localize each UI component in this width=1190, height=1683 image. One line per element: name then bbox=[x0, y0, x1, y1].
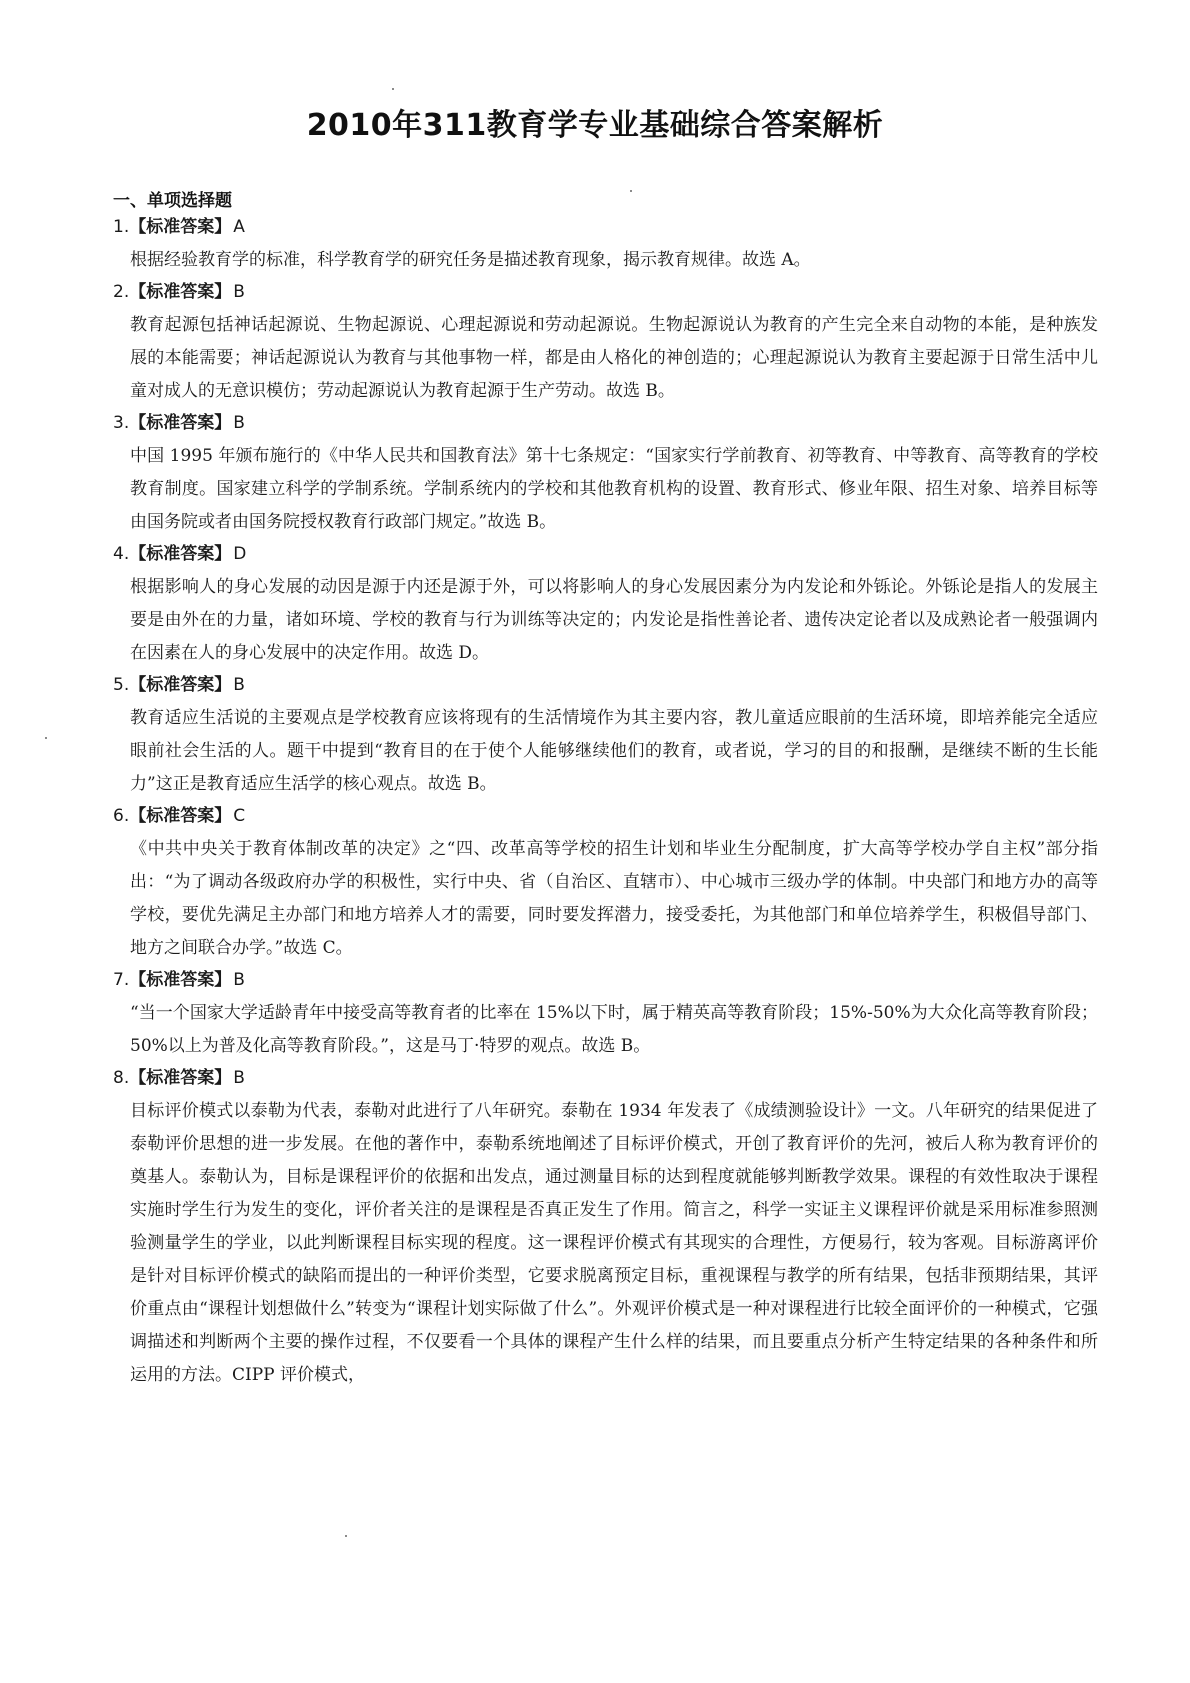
answer-item bbox=[113, 216, 1098, 277]
answer-choice: B bbox=[233, 413, 245, 433]
answer-item bbox=[113, 805, 1098, 965]
answer-label: 【标准答案】 bbox=[129, 544, 232, 564]
answer-header bbox=[113, 543, 1098, 565]
item-number: 5. bbox=[113, 675, 130, 695]
answer-choice: D bbox=[233, 544, 247, 564]
item-number: 4. bbox=[113, 544, 130, 564]
answer-label: 【标准答案】 bbox=[129, 217, 232, 237]
answer-item bbox=[113, 674, 1098, 801]
scan-speck bbox=[45, 737, 47, 739]
item-number: 1. bbox=[113, 217, 130, 237]
answer-explanation: “当一个国家大学适龄青年中接受高等教育者的比率在 15%以下时，属于精英高等教育阶段；15%-50%为大众化高等教育阶段；50%以上为普及化高等教育阶段。”，这是马丁·特罗的观点。故选 B。 bbox=[130, 1003, 1098, 1056]
answer-explanation: 《中共中央关于教育体制改革的决定》之“四、改革高等学校的招生计划和毕业生分配制度，扩大高等学校办学自主权”部分指出：“为了调动各级政府办学的积极性，实行中央、省（自治区、直辖市）、中心城市三级办学的体制。中央部门和地方办的高等学校，要优先满足主办部门和地方培养人才的需要，同时要发挥潜力，接受委托，为其他部门和单位培养学生，积极倡导部门、地方之间联合办学。”故选 C。 bbox=[130, 839, 1098, 958]
answer-label: 【标准答案】 bbox=[129, 1068, 232, 1088]
scan-speck bbox=[345, 1535, 347, 1537]
section-heading: 一、单项选择题 bbox=[113, 191, 232, 211]
answer-header bbox=[113, 674, 1098, 696]
answer-label: 【标准答案】 bbox=[129, 282, 232, 302]
answer-header bbox=[113, 969, 1098, 991]
answer-label: 【标准答案】 bbox=[129, 675, 232, 695]
answer-header bbox=[113, 281, 1098, 303]
page-title: 2010年311教育学专业基础综合答案解析 bbox=[306, 108, 884, 143]
answer-item bbox=[113, 281, 1098, 408]
answer-explanation: 教育起源包括神话起源说、生物起源说、心理起源说和劳动起源说。生物起源说认为教育的产生完全来自动物的本能，是种族发展的本能需要；神话起源说认为教育与其他事物一样，都是由人格化的神创造的；心理起源说认为教育主要起源于日常生活中儿童对成人的无意识模仿；劳动起源说认为教育起源于生产劳动。故选 B。 bbox=[130, 315, 1098, 401]
answer-choice: C bbox=[233, 806, 246, 826]
item-number: 2. bbox=[113, 282, 130, 302]
answer-item bbox=[113, 543, 1098, 670]
answer-explanation: 教育适应生活说的主要观点是学校教育应该将现有的生活情境作为其主要内容，教儿童适应眼前的生活环境，即培养能完全适应眼前社会生活的人。题干中提到“教育目的在于使个人能够继续他们的教育，或者说，学习的目的和报酬，是继续不断的生长能力”这正是教育适应生活学的核心观点。故选 B。 bbox=[130, 708, 1098, 794]
scan-speck bbox=[630, 190, 632, 192]
answer-list bbox=[113, 214, 1098, 1396]
answer-header bbox=[113, 412, 1098, 434]
answer-choice: B bbox=[233, 675, 245, 695]
answer-item bbox=[113, 969, 1098, 1063]
scan-speck bbox=[392, 88, 394, 90]
answer-header bbox=[113, 1067, 1098, 1089]
answer-explanation: 根据影响人的身心发展的动因是源于内还是源于外，可以将影响人的身心发展因素分为内发论和外铄论。外铄论是指人的发展主要是由外在的力量，诸如环境、学校的教育与行为训练等决定的；内发论是指性善论者、遗传决定论者以及成熟论者一般强调内在因素在人的身心发展中的决定作用。故选 D。 bbox=[130, 577, 1098, 663]
answer-header bbox=[113, 805, 1098, 827]
item-number: 8. bbox=[113, 1068, 130, 1088]
answer-explanation: 目标评价模式以泰勒为代表，泰勒对此进行了八年研究。泰勒在 1934 年发表了《成绩测验设计》一文。八年研究的结果促进了泰勒评价思想的进一步发展。在他的著作中，泰勒系统地阐述了目标评价模式，开创了教育评价的先河，被后人称为教育评价的奠基人。泰勒认为，目标是课程评价的依据和出发点，通过测量目标的达到程度就能够判断教学效果。课程的有效性取决于课程实施时学生行为发生的变化，评价者关注的是课程是否真正发生了作用。简言之，科学一实证主义课程评价就是采用标准参照测验测量学生的学业，以此判断课程目标实现的程度。这一课程评价模式有其现实的合理性，方便易行，较为客观。目标游离评价是针对目标评价模式的缺陷而提出的一种评价类型，它要求脱离预定目标，重视课程与教学的所有结果，包括非预期结果，其评价重点由“课程计划想做什么”转变为“课程计划实际做了什么”。外观评价模式是一种对课程进行比较全面评价的一种模式，它强调描述和判断两个主要的操作过程，不仅要看一个具体的课程产生什么样的结果，而且要重点分析产生特定结果的各种条件和所运用的方法。CIPP 评价模式， bbox=[130, 1101, 1098, 1385]
answer-item bbox=[113, 412, 1098, 539]
answer-item bbox=[113, 1067, 1098, 1392]
answer-choice: A bbox=[233, 217, 245, 237]
answer-label: 【标准答案】 bbox=[129, 413, 232, 433]
answer-label: 【标准答案】 bbox=[129, 806, 232, 826]
item-number: 3. bbox=[113, 413, 130, 433]
item-number: 7. bbox=[113, 970, 130, 990]
answer-header bbox=[113, 216, 1098, 238]
answer-choice: B bbox=[233, 970, 245, 990]
answer-choice: B bbox=[233, 1068, 245, 1088]
answer-choice: B bbox=[233, 282, 245, 302]
answer-explanation: 根据经验教育学的标准，科学教育学的研究任务是描述教育现象，揭示教育规律。故选 A。 bbox=[130, 250, 811, 270]
answer-explanation: 中国 1995 年颁布施行的《中华人民共和国教育法》第十七条规定：“国家实行学前教育、初等教育、中等教育、高等教育的学校教育制度。国家建立科学的学制系统。学制系统内的学校和其他教育机构的设置、教育形式、修业年限、招生对象、培养目标等由国务院或者由国务院授权教育行政部门规定。”故选 B。 bbox=[130, 446, 1098, 532]
item-number: 6. bbox=[113, 806, 130, 826]
answer-label: 【标准答案】 bbox=[129, 970, 232, 990]
